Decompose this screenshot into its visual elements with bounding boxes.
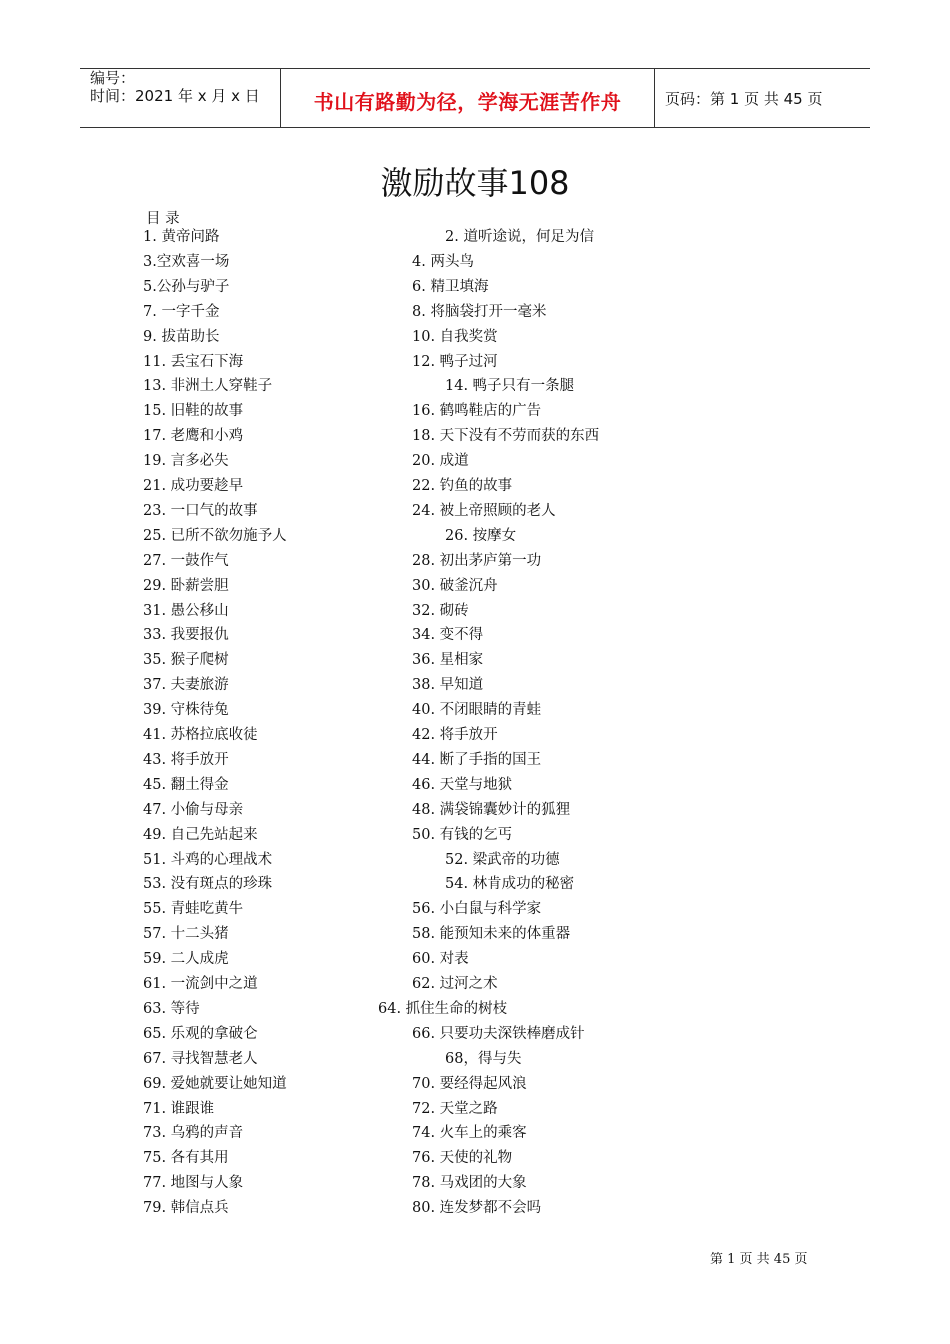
toc-item: 30. 破釜沉舟 <box>412 577 498 594</box>
toc-item: 22. 钓鱼的故事 <box>412 478 513 494</box>
toc-item: 36. 星相家 <box>412 652 484 669</box>
header-motto-cell <box>281 69 655 127</box>
toc-item: 25. 已所不欲勿施予人 <box>143 527 287 544</box>
toc-item: 63. 等待 <box>143 1000 200 1017</box>
header-info-cell <box>80 69 281 127</box>
toc-item: 16. 鹤鸣鞋店的广告 <box>412 403 542 420</box>
toc-item: 23. 一口气的故事 <box>143 502 258 519</box>
toc-item: 3.空欢喜一场 <box>143 253 230 270</box>
toc-item: 53. 没有斑点的珍珠 <box>143 876 273 893</box>
toc-item: 45. 翻土得金 <box>143 776 229 793</box>
toc-item: 41. 苏格拉底收徒 <box>143 727 258 743</box>
toc-item: 76. 天使的礼物 <box>412 1150 513 1167</box>
toc-item: 26. 按摩女 <box>445 527 517 544</box>
toc-item: 13. 非洲土人穿鞋子 <box>143 378 273 395</box>
header-page-code: 页码：第 1 页 共 45 页 <box>665 89 823 108</box>
toc-item: 32. 砌砖 <box>412 602 469 619</box>
toc-item: 2. 道听途说，何足为信 <box>445 229 594 245</box>
toc-item: 66. 只要功夫深铁棒磨成针 <box>412 1025 585 1042</box>
toc-item: 77. 地图与人象 <box>143 1175 244 1192</box>
toc-item: 1. 黄帝问路 <box>143 229 220 245</box>
toc-item: 73. 乌鸦的声音 <box>143 1125 244 1142</box>
table-of-contents <box>0 228 950 1228</box>
document-header <box>80 68 870 128</box>
toc-item: 69. 爱她就要让她知道 <box>143 1075 287 1092</box>
header-page-cell <box>655 69 870 127</box>
toc-item: 71. 谁跟谁 <box>143 1100 215 1117</box>
toc-item: 67. 寻找智慧老人 <box>143 1050 258 1067</box>
toc-item: 40. 不闭眼睛的青蛙 <box>412 702 542 719</box>
toc-item: 39. 守株待兔 <box>143 702 229 719</box>
toc-item: 6. 精卫填海 <box>412 278 489 295</box>
toc-item: 79. 韩信点兵 <box>143 1200 229 1217</box>
toc-item: 4. 两头鸟 <box>412 253 474 270</box>
toc-item: 46. 天堂与地狱 <box>412 776 513 793</box>
toc-item: 10. 自我奖赏 <box>412 328 498 345</box>
toc-item: 75. 各有其用 <box>143 1150 229 1167</box>
toc-item: 21. 成功要趁早 <box>143 478 244 494</box>
toc-item: 49. 自己先站起来 <box>143 826 258 843</box>
toc-item: 7. 一字千金 <box>143 303 220 320</box>
toc-item: 8. 将脑袋打开一毫米 <box>412 303 547 320</box>
toc-item: 55. 青蛙吃黄牛 <box>143 901 244 918</box>
page-footer: 第 1 页 共 45 页 <box>710 1252 808 1267</box>
toc-item: 12. 鸭子过河 <box>412 353 498 370</box>
toc-item: 37. 夫妻旅游 <box>143 677 229 694</box>
toc-item: 14. 鸭子只有一条腿 <box>445 378 575 395</box>
toc-item: 38. 早知道 <box>412 677 484 694</box>
toc-item: 18. 天下没有不劳而获的东西 <box>412 428 600 445</box>
document-title: 激励故事108 <box>380 164 570 202</box>
toc-item: 61. 一流剑中之道 <box>143 976 258 992</box>
toc-item: 58. 能预知未来的体重器 <box>412 926 571 943</box>
toc-item: 43. 将手放开 <box>143 751 229 768</box>
toc-item: 50. 有钱的乞丐 <box>412 826 513 843</box>
toc-item: 33. 我要报仇 <box>143 627 229 644</box>
toc-item: 19. 言多必失 <box>143 453 229 470</box>
toc-item: 70. 要经得起风浪 <box>412 1075 527 1092</box>
toc-item: 78. 马戏团的大象 <box>412 1175 527 1192</box>
toc-item: 51. 斗鸡的心理战术 <box>143 851 273 868</box>
toc-item: 24. 被上帝照顾的老人 <box>412 502 556 519</box>
header-motto: 书山有路勤为径，学海无涯苦作舟 <box>313 89 622 114</box>
toc-item: 56. 小白鼠与科学家 <box>412 901 542 918</box>
toc-item: 28. 初出茅庐第一功 <box>412 552 542 569</box>
toc-item: 74. 火车上的乘客 <box>412 1125 527 1142</box>
document-number-label: 编号： <box>90 69 136 87</box>
toc-item: 65. 乐观的拿破仑 <box>143 1025 258 1042</box>
toc-item: 80. 连发梦都不会吗 <box>412 1200 542 1217</box>
toc-item: 44. 断了手指的国王 <box>412 751 542 768</box>
toc-item: 52. 梁武帝的功德 <box>445 851 560 868</box>
toc-heading: 目 录 <box>146 211 180 227</box>
toc-item: 64. 抓住生命的树枝 <box>378 1000 508 1017</box>
toc-item: 72. 天堂之路 <box>412 1100 498 1117</box>
toc-item: 29. 卧薪尝胆 <box>143 577 229 594</box>
toc-item: 11. 丢宝石下海 <box>143 353 244 370</box>
toc-item: 5.公孙与驴子 <box>143 278 230 295</box>
document-time-label: 时间：2021 年 x 月 x 日 <box>90 87 260 105</box>
toc-item: 35. 猴子爬树 <box>143 652 229 669</box>
toc-item: 59. 二人成虎 <box>143 951 229 968</box>
toc-item: 31. 愚公移山 <box>143 602 229 619</box>
toc-item: 68，得与失 <box>445 1050 522 1067</box>
toc-item: 9. 拔苗助长 <box>143 328 220 345</box>
toc-item: 62. 过河之术 <box>412 976 498 992</box>
toc-item: 54. 林肯成功的秘密 <box>445 876 575 893</box>
toc-item: 17. 老鹰和小鸡 <box>143 428 244 445</box>
toc-item: 42. 将手放开 <box>412 727 498 743</box>
toc-item: 57. 十二头猪 <box>143 926 229 943</box>
toc-item: 48. 满袋锦囊妙计的狐狸 <box>412 801 571 818</box>
toc-item: 27. 一鼓作气 <box>143 552 229 569</box>
toc-item: 15. 旧鞋的故事 <box>143 403 244 420</box>
toc-item: 60. 对表 <box>412 951 469 968</box>
toc-item: 20. 成道 <box>412 453 469 470</box>
toc-item: 47. 小偷与母亲 <box>143 801 244 818</box>
toc-item: 34. 变不得 <box>412 627 484 644</box>
